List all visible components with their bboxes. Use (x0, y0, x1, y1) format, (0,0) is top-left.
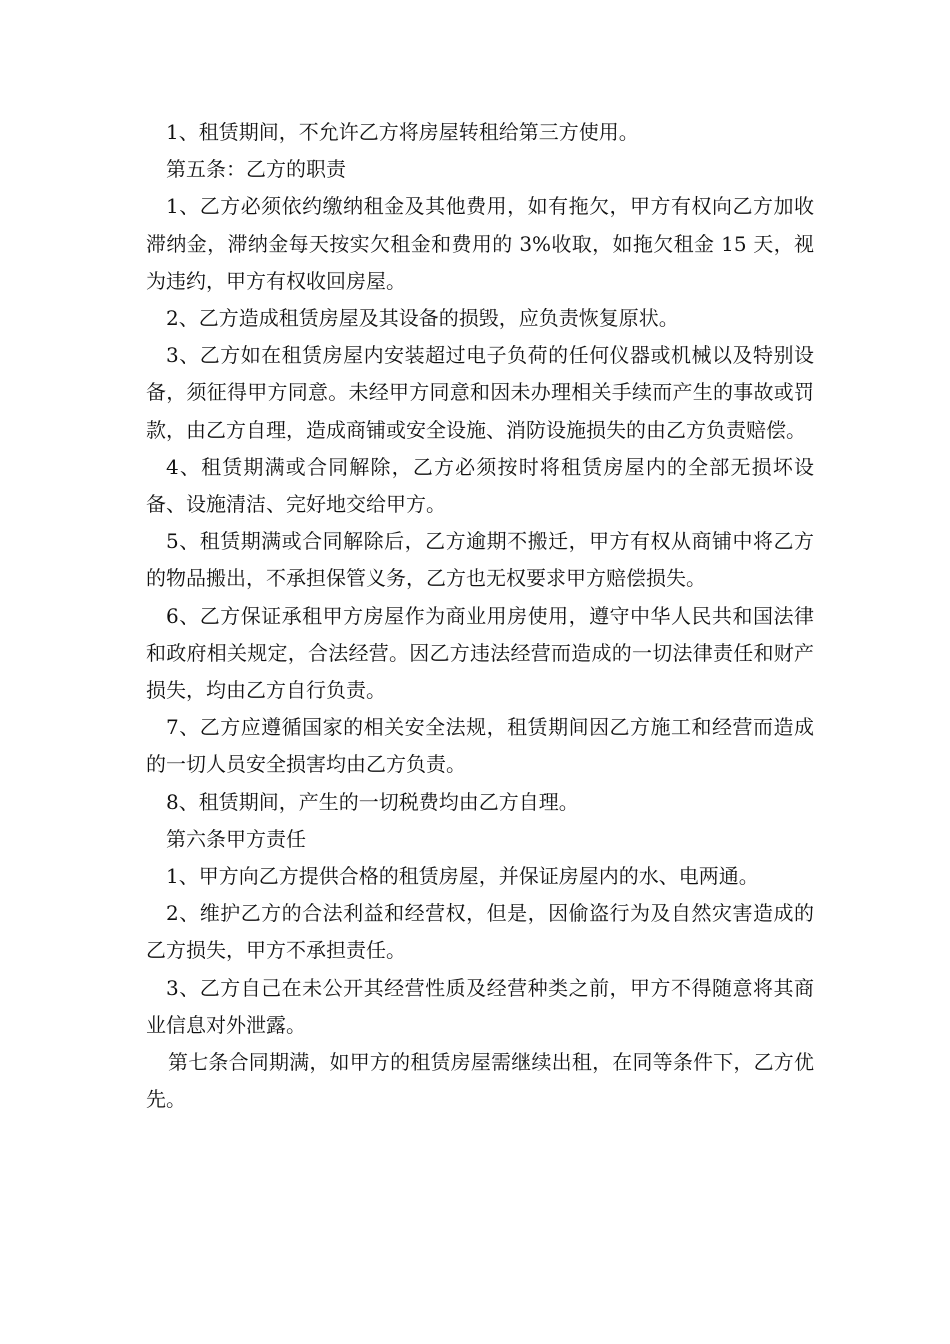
article-6-item-1: 1、甲方向乙方提供合格的租赁房屋，并保证房屋内的水、电两通。 (166, 864, 759, 889)
clause-4-item-1: 1、租赁期间，不允许乙方将房屋转租给第三方使用。 (166, 120, 639, 144)
article-5-item-2: 2、乙方造成租赁房屋及其设备的损毁，应负责恢复原状。 (166, 306, 679, 331)
article-7-text: 第七条合同期满，如甲方的租赁房屋需继续出租，在同等条件下，乙方优先。 (146, 1050, 814, 1112)
article-5-item-6: 6、乙方保证承租甲方房屋作为商业用房使用，遵守中华人民共和国法律和政府相关规定，合法经营。因乙方违法经营而造成的一切法律责任和财产损失，均由乙方自行负责。 (146, 603, 814, 703)
article-5-item-1: 1、乙方必须依约缴纳租金及其他费用，如有拖欠，甲方有权向乙方加收滞纳金，滞纳金每天按实欠租金和费用的 3%收取，如拖欠租金 15 天，视为违约，甲方有权收回房屋。 (146, 194, 814, 293)
article-5-item-5: 5、租赁期满或合同解除后，乙方逾期不搬迁，甲方有权从商铺中将乙方的物品搬出，不承担保管义务，乙方也无权要求甲方赔偿损失。 (146, 529, 814, 591)
article-5-item-4: 4、租赁期满或合同解除，乙方必须按时将租赁房屋内的全部无损坏设备、设施清洁、完好地交给甲方。 (146, 454, 814, 517)
article-5-item-3: 3、乙方如在租赁房屋内安装超过电子负荷的任何仪器或机械以及特别设备，须征得甲方同意。未经甲方同意和因未办理相关手续而产生的事故或罚款，由乙方自理，造成商铺或安全设施、消防设施损失的由乙方负责赔偿。 (146, 343, 814, 442)
article-5-heading: 第五条：乙方的职责 (166, 157, 346, 182)
article-5-item-7: 7、乙方应遵循国家的相关安全法规，租赁期间因乙方施工和经营而造成的一切人员安全损害均由乙方负责。 (146, 715, 814, 777)
article-6-heading: 第六条甲方责任 (166, 826, 306, 851)
document-body (146, 114, 814, 1118)
article-6-item-3: 3、乙方自己在未公开其经营性质及经营种类之前，甲方不得随意将其商业信息对外泄露。 (146, 975, 814, 1037)
article-6-item-2: 2、维护乙方的合法利益和经营权，但是，因偷盗行为及自然灾害造成的乙方损失，甲方不承担责任。 (146, 901, 814, 963)
article-5-item-8: 8、租赁期间，产生的一切税费均由乙方自理。 (166, 789, 579, 814)
